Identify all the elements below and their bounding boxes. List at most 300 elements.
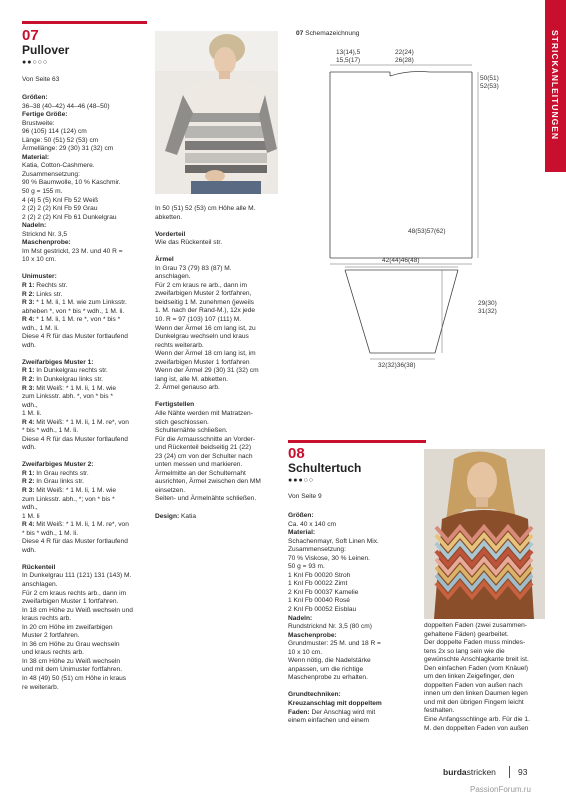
text-line-body: Stricknd Nr. 3,5 — [22, 230, 68, 238]
text-line-body: 1. M. nach der Rand-M.), 12x jede — [155, 307, 256, 315]
text-line — [424, 707, 546, 716]
pattern1-column-2 — [155, 205, 283, 521]
text-line-bold: R 3: — [22, 384, 35, 392]
text-line — [22, 231, 150, 240]
text-line — [22, 607, 150, 616]
text-line-body: 2 Knl Fb 00052 Eisblau — [288, 606, 357, 614]
text-line — [155, 214, 283, 223]
text-line-body: um den linken Zeigefinger, den — [424, 673, 515, 681]
text-line-body: festhalten. — [424, 707, 455, 715]
text-line-bold: R 1: — [22, 281, 35, 289]
text-line — [22, 359, 150, 368]
text-line-body: In 38 cm Höhe zu Weiß wechseln — [22, 657, 121, 665]
text-line — [22, 94, 150, 103]
text-line — [288, 700, 420, 709]
text-line-bold: R 1: — [22, 469, 35, 477]
text-line — [22, 427, 150, 436]
text-line-body: unten messen und markieren. — [155, 461, 243, 469]
text-line — [22, 128, 150, 137]
pattern1-title: Pullover — [22, 43, 70, 57]
text-line-body: wdh. — [22, 444, 36, 452]
text-line-bold: R 4: — [22, 316, 35, 324]
text-line — [155, 342, 283, 351]
text-line — [22, 154, 150, 163]
text-line — [22, 291, 150, 300]
text-line-body: lang ist, alle M. abketten. — [155, 375, 228, 383]
text-line-body: Schulternähte schließen. — [155, 427, 228, 435]
text-line — [22, 624, 150, 633]
text-line — [288, 623, 420, 632]
pattern1-source: Von Seite 63 — [22, 76, 60, 83]
footer-page-number: 93 — [518, 767, 528, 777]
text-line-body: 10 x 10 cm. — [288, 648, 323, 656]
text-line-bold: Design: — [155, 512, 180, 520]
pattern1-rule — [22, 21, 147, 24]
text-line-body: 70 % Viskose, 30 % Leinen. — [288, 554, 370, 562]
shawl-photo — [424, 449, 545, 619]
schema-body-top-left — [336, 49, 360, 65]
pattern1-difficulty: ●●○○○ — [22, 59, 49, 66]
text-line-body: In Grau rechts str. — [34, 469, 89, 477]
text-line-body: Wie das Rückenteil str. — [155, 239, 223, 247]
text-line-body: Mit Weiß: * 1 M. li, 1 M. wie — [34, 487, 117, 495]
text-line-body: doppelten Faden (zwei zusammen- — [424, 622, 527, 629]
text-line-body: Für 2 cm kraus rechts arb., dann im — [22, 589, 127, 597]
text-line — [22, 436, 150, 445]
text-line — [155, 427, 283, 436]
text-line-body: Mit Weiß: * 1 M. li, 1 M. re*, von — [34, 418, 129, 426]
text-line — [22, 530, 150, 539]
text-line — [288, 572, 420, 581]
text-line-body: Wenn der Ärmel 29 (30) 31 (32) cm — [155, 367, 259, 375]
text-line — [424, 699, 546, 708]
pattern2-column-2 — [424, 622, 546, 733]
text-line-body: M. den doppelten Faden von außen — [424, 724, 529, 732]
text-line-bold: R 2: — [22, 478, 35, 486]
text-line — [155, 384, 283, 393]
text-line-body: Seiten- und Ärmelnähte schließen. — [155, 495, 257, 503]
text-line-body: In Dunkelgrau 111 (121) 131 (143) M. — [22, 572, 132, 580]
text-line-bold: Maschenprobe: — [288, 631, 337, 639]
text-line — [22, 248, 150, 257]
text-line — [22, 197, 150, 206]
schema-label-sleeve-side-1: 29(30) — [478, 300, 497, 307]
text-line-body: * 1 M. li, 1 M. wie zum Linksstr. — [34, 299, 127, 307]
text-line — [424, 716, 546, 725]
text-line-body: 10. R = 97 (103) 107 (111) M. — [155, 316, 242, 324]
text-line-body: Muster 2 fortfahren. — [22, 632, 80, 640]
pattern2-difficulty: ●●●○○ — [288, 477, 315, 484]
text-line — [155, 350, 283, 359]
text-line-bold: Unimuster: — [22, 273, 57, 281]
text-line-body: zum Linksstr. abh. *, von * bis * — [22, 393, 113, 401]
text-line — [22, 239, 150, 248]
footer-watermark: PassionForum.ru — [470, 785, 531, 794]
text-line — [424, 639, 546, 648]
text-line — [288, 649, 420, 658]
schema-sleeve-side — [478, 300, 497, 316]
text-line — [424, 648, 546, 657]
text-line-body: Der Anschlag wird mit — [309, 708, 376, 716]
text-line — [288, 632, 420, 641]
pattern2-rule — [288, 440, 426, 443]
text-line — [288, 606, 420, 615]
text-line — [22, 120, 150, 129]
text-line-body: abheben *, von * bis * wdh., 1 M. li. — [22, 307, 125, 315]
text-line — [155, 282, 283, 291]
side-tab — [545, 0, 566, 172]
text-line — [22, 162, 150, 171]
text-line — [22, 590, 150, 599]
text-line — [424, 665, 546, 674]
text-line — [288, 546, 420, 555]
text-line — [22, 470, 150, 479]
text-line — [155, 444, 283, 453]
text-line-body: und mit den übrigen Fingern leicht — [424, 698, 524, 706]
text-line-body: innen um den linken Daumen legen — [424, 690, 528, 698]
text-line — [155, 290, 283, 299]
text-line — [22, 402, 150, 411]
text-line-body: 10 x 10 cm. — [22, 256, 57, 264]
text-line — [424, 622, 546, 631]
text-line-bold: Material: — [288, 529, 316, 537]
text-line-body: zweifarbigen Muster 1 fortfahren — [155, 358, 250, 366]
text-line-body: wdh., 1 M. li. — [22, 324, 60, 332]
schema-label-top-right-1: 22(24) — [395, 49, 414, 56]
text-line-body: 96 (105) 114 (124) cm — [22, 128, 87, 136]
text-line — [22, 103, 150, 112]
text-line — [22, 137, 150, 146]
text-line — [288, 657, 420, 666]
text-line — [22, 649, 150, 658]
text-line-body: anschlagen. — [155, 273, 191, 281]
text-line — [155, 410, 283, 419]
text-line-bold: Rückenteil — [22, 563, 56, 571]
text-line-body: Maschenprobe zu erhalten. — [288, 674, 368, 682]
pattern1-number: 07 — [22, 27, 39, 44]
pattern2-title: Schultertuch — [288, 461, 362, 475]
text-line — [288, 580, 420, 589]
schema-drawing — [290, 40, 540, 380]
text-line — [22, 367, 150, 376]
text-line — [288, 709, 420, 718]
text-line-body: Katia, Cotton-Cashmere. — [22, 162, 95, 170]
text-line — [22, 675, 150, 684]
text-line-body: In 50 (51) 52 (53) cm Höhe alle M. — [155, 205, 256, 212]
text-line-body: 2 Knl Fb 00037 Kamelie — [288, 588, 359, 596]
text-line-bold: Kreuzanschlag mit doppeltem — [288, 699, 382, 707]
text-line — [288, 555, 420, 564]
text-line — [155, 239, 283, 248]
schema-label-top-left-2: 15,5(17) — [336, 57, 361, 64]
text-line — [22, 478, 150, 487]
text-line — [424, 631, 546, 640]
text-line-body: und kraus rechts arb. — [22, 649, 84, 657]
text-line-bold: R 1: — [22, 367, 35, 375]
text-line-body: Mit Weiß: * 1 M. li, 1 M. wie — [34, 384, 117, 392]
text-line-body: Diese 4 R für das Muster fortlaufend — [22, 333, 128, 341]
text-line-bold: Zweifarbiges Muster 2: — [22, 461, 94, 469]
text-line-body: gehaltene Fäden) gearbeitet. — [424, 630, 509, 638]
text-line — [22, 487, 150, 496]
pattern2-number: 08 — [288, 445, 305, 462]
text-line — [22, 111, 150, 120]
text-line — [155, 453, 283, 462]
text-line — [22, 641, 150, 650]
text-line-body: gewünschte Anschlagkante breit ist. — [424, 656, 529, 664]
text-line — [22, 222, 150, 231]
text-line — [22, 214, 150, 223]
text-line — [155, 256, 283, 265]
footer-brand-rest: stricken — [466, 767, 496, 777]
text-line-body: Mit Weiß: * 1 M. li, 1 M. re*, von — [34, 521, 129, 529]
text-line-body: zweifarbigen Muster 1 fortfahren. — [22, 598, 119, 606]
text-line — [424, 673, 546, 682]
text-line-body: Den einfachen Faden (vom Knäuel) — [424, 664, 529, 672]
text-line-bold: R 2: — [22, 375, 35, 383]
pullover-photo — [155, 31, 278, 194]
text-line-body: In 48 (49) 50 (51) cm Höhe in kraus — [22, 675, 127, 682]
text-line-bold: R 4: — [22, 521, 35, 529]
text-line — [155, 359, 283, 368]
schema-label-side-2: 52(53) — [480, 83, 499, 90]
text-line-body: 90 % Baumwolle, 10 % Kaschmir. — [22, 179, 121, 187]
text-line — [22, 666, 150, 675]
schema-label-top-left-1: 13(14),5 — [336, 49, 361, 56]
text-line-body: zweifarbigen Muster 2 fortfahren, — [155, 290, 252, 298]
text-line-body: Diese 4 R für das Muster fortlaufend — [22, 435, 128, 443]
text-line-body: 50 g = 93 m. — [288, 563, 325, 571]
text-line — [155, 205, 283, 214]
text-line-body: 23 (24) cm von der Schulter nach — [155, 452, 253, 460]
text-line — [22, 496, 150, 505]
text-line — [155, 273, 283, 282]
text-line-body: 2 (2) 2 (2) Knl Fb 59 Grau — [22, 205, 98, 213]
text-line-bold: Vorderteil — [155, 230, 186, 238]
text-line — [155, 316, 283, 325]
text-line-body: Katia — [179, 512, 197, 520]
text-line-body: beidseitig 1 M. zunehmen (jeweils — [155, 298, 254, 306]
text-line-body: kraus rechts arb. — [22, 615, 72, 623]
text-line — [288, 529, 420, 538]
text-line-bold: R 4: — [22, 418, 35, 426]
text-line-body: * bis * wdh., 1 M. li. — [22, 427, 79, 435]
text-line — [155, 325, 283, 334]
schema-body-top-right — [395, 49, 414, 65]
text-line-body: Zusammensetzung: — [288, 546, 346, 554]
text-line — [22, 419, 150, 428]
text-line — [155, 401, 283, 410]
text-line-body: ausrichten, Ärmel zwischen den MM — [155, 478, 261, 486]
text-line-body: Der doppelte Faden muss mindes- — [424, 639, 526, 647]
text-line-body: In 20 cm Höhe im zweifarbigen — [22, 623, 113, 631]
text-line — [22, 521, 150, 530]
text-line-bold: R 3: — [22, 299, 35, 307]
text-line — [424, 656, 546, 665]
text-line-body: Eine Anfangsschlinge arb. Für die 1. — [424, 716, 530, 724]
text-line — [155, 461, 283, 470]
text-line — [424, 690, 546, 699]
text-line — [155, 495, 283, 504]
text-line — [22, 658, 150, 667]
pattern2-source: Von Seite 9 — [288, 493, 322, 500]
text-line — [22, 632, 150, 641]
text-line-bold: R 2: — [22, 290, 35, 298]
text-line — [22, 572, 150, 581]
text-line-bold: Größen: — [288, 512, 314, 519]
text-line — [22, 376, 150, 385]
text-line-bold: Maschenprobe: — [22, 239, 71, 247]
pattern2-column-1 — [288, 512, 420, 726]
text-line — [288, 691, 420, 700]
text-line-body: abketten. — [155, 213, 183, 221]
text-line-body: Für die Armausschnitte an Vorder- — [155, 435, 256, 443]
schema-title-number: 07 — [296, 30, 304, 37]
text-line-body: Wenn nötig, die Nadelstärke — [288, 657, 371, 665]
text-line — [288, 666, 420, 675]
text-line — [155, 231, 283, 240]
text-line — [288, 717, 420, 726]
text-line-body: Ärmellänge: 29 (30) 31 (32) cm — [22, 145, 114, 153]
text-line-body: 50 g = 155 m. — [22, 188, 63, 196]
schema-label-sleeve-side-2: 31(32) — [478, 308, 497, 315]
text-line — [22, 564, 150, 573]
text-line — [22, 325, 150, 334]
text-line — [22, 598, 150, 607]
text-line-body: In Dunkelgrau rechts str. — [34, 367, 108, 375]
text-line-bold: Fertigstellen — [155, 401, 195, 409]
text-line-body: Brustweite: — [22, 119, 55, 127]
text-line-body: Alle Nähte werden mit Matratzen- — [155, 409, 253, 417]
text-line — [22, 410, 150, 419]
text-line-body: und mit dem Unimuster fortfahren. — [22, 666, 123, 674]
text-line-body: Schachenmayr, Soft Linen Mix. — [288, 537, 379, 545]
text-line-body: anschlagen. — [22, 580, 58, 588]
side-tab-label: STRICKANLEITUNGEN — [550, 30, 560, 141]
text-line-body: In 36 cm Höhe zu Grau wechseln — [22, 640, 120, 648]
text-line-body: Für 2 cm kraus re arb., dann im — [155, 281, 247, 289]
text-line-bold: Nadeln: — [288, 614, 313, 622]
text-line-body: In Grau links str. — [34, 478, 84, 486]
schema-label-top-right-2: 26(28) — [395, 57, 414, 64]
text-line — [288, 512, 420, 521]
text-line — [22, 256, 150, 265]
text-line-bold: Material: — [22, 153, 50, 161]
text-line-bold: Zweifarbiges Muster 1: — [22, 358, 94, 366]
text-line — [22, 188, 150, 197]
text-line-body: In 18 cm Höhe zu Weiß wechseln und — [22, 606, 133, 614]
text-line-body: Ca. 40 x 140 cm — [288, 520, 337, 528]
text-line-bold: Ärmel — [155, 256, 174, 264]
text-line-body: 2 (2) 2 (2) Knl Fb 61 Dunkelgrau — [22, 213, 117, 221]
text-line-body: 1 Knl Fb 00022 Zimt — [288, 580, 348, 588]
text-line-body: wdh., — [22, 401, 38, 409]
text-line-body: anpassen, um die richtige — [288, 665, 364, 673]
text-line-body: 1 M. li — [22, 512, 40, 520]
text-line-body: 4 (4) 5 (5) Knl Fb 52 Weiß — [22, 196, 99, 204]
text-line — [155, 367, 283, 376]
text-line-body: wdh. — [22, 341, 36, 349]
text-line-body: In Dunkelgrau links str. — [34, 375, 104, 383]
text-line-body: Diese 4 R für das Muster fortlaufend — [22, 538, 128, 546]
text-line — [22, 205, 150, 214]
text-line-bold: Größen: — [22, 94, 48, 101]
text-line — [155, 307, 283, 316]
text-line-body: Wenn der Ärmel 16 cm lang ist, zu — [155, 324, 256, 332]
text-line — [22, 393, 150, 402]
text-line-body: Ärmelmitte an der Schulternaht — [155, 469, 246, 477]
text-line-body: zum Linksstr. abh., *; von * bis * — [22, 495, 115, 503]
footer-brand-bold: burda — [443, 767, 467, 777]
text-line-body: Im Mst gestrickt, 23 M. und 40 R = — [22, 247, 123, 255]
text-line-body: Länge: 50 (51) 52 (53) cm — [22, 136, 99, 144]
text-line-body: stich geschlossen. — [155, 418, 209, 426]
text-line-body: Rundstricknd Nr. 3,5 (80 cm) — [288, 623, 372, 631]
text-line-body: 36–38 (40–42) 44–46 (48–50) — [22, 102, 110, 110]
text-line — [22, 316, 150, 325]
text-line-body: rechts weiterarb. — [155, 341, 204, 349]
schema-body-bottom: 48(53)57(62) — [408, 228, 446, 235]
text-line — [288, 521, 420, 530]
text-line — [22, 273, 150, 282]
text-line — [155, 419, 283, 428]
text-line-body: * bis * wdh., 1 M. li. — [22, 529, 79, 537]
text-line — [155, 299, 283, 308]
text-line-body: re weiterarb. — [22, 683, 59, 691]
text-line — [424, 682, 546, 691]
text-line-bold: Fertige Größe: — [22, 111, 68, 119]
text-line — [22, 547, 150, 556]
text-line-bold: Grundtechniken: — [288, 691, 341, 699]
text-line — [288, 597, 420, 606]
text-line-body: wdh. — [22, 546, 36, 554]
text-line — [22, 444, 150, 453]
text-line — [155, 436, 283, 445]
text-line-body: Zusammensetzung: — [22, 170, 80, 178]
text-line — [288, 640, 420, 649]
text-line-body: und Rückenteil beidseitig 21 (22) — [155, 444, 252, 452]
text-line-bold: Faden: — [288, 708, 310, 716]
text-line-body: Rechts str. — [34, 281, 68, 289]
text-line — [22, 581, 150, 590]
text-line — [155, 478, 283, 487]
text-line — [22, 615, 150, 624]
text-line-body: wdh., — [22, 504, 38, 512]
schema-body-side — [480, 75, 499, 91]
text-line — [22, 333, 150, 342]
footer-brand — [443, 767, 496, 777]
text-line — [288, 589, 420, 598]
text-line — [22, 342, 150, 351]
text-line — [288, 615, 420, 624]
text-line-body: Grundmuster: 25 M. und 18 R = — [288, 640, 381, 648]
text-line — [22, 385, 150, 394]
text-line — [22, 299, 150, 308]
schema-sleeve-bottom: 32(32)36(38) — [378, 362, 416, 369]
text-line-body: einsetzen. — [155, 486, 186, 494]
text-line-body: * 1 M. li, 1 M. re *, von * bis * — [34, 316, 121, 324]
text-line-body: Links str. — [34, 290, 63, 298]
text-line-body: doppelten Faden von außen nach — [424, 681, 523, 689]
text-line — [22, 179, 150, 188]
text-line-body: Dunkelgrau wechseln und kraus — [155, 333, 249, 341]
text-line — [22, 538, 150, 547]
footer-divider — [509, 766, 510, 778]
text-line — [155, 513, 283, 522]
text-line — [22, 308, 150, 317]
text-line — [22, 282, 150, 291]
text-line — [22, 145, 150, 154]
